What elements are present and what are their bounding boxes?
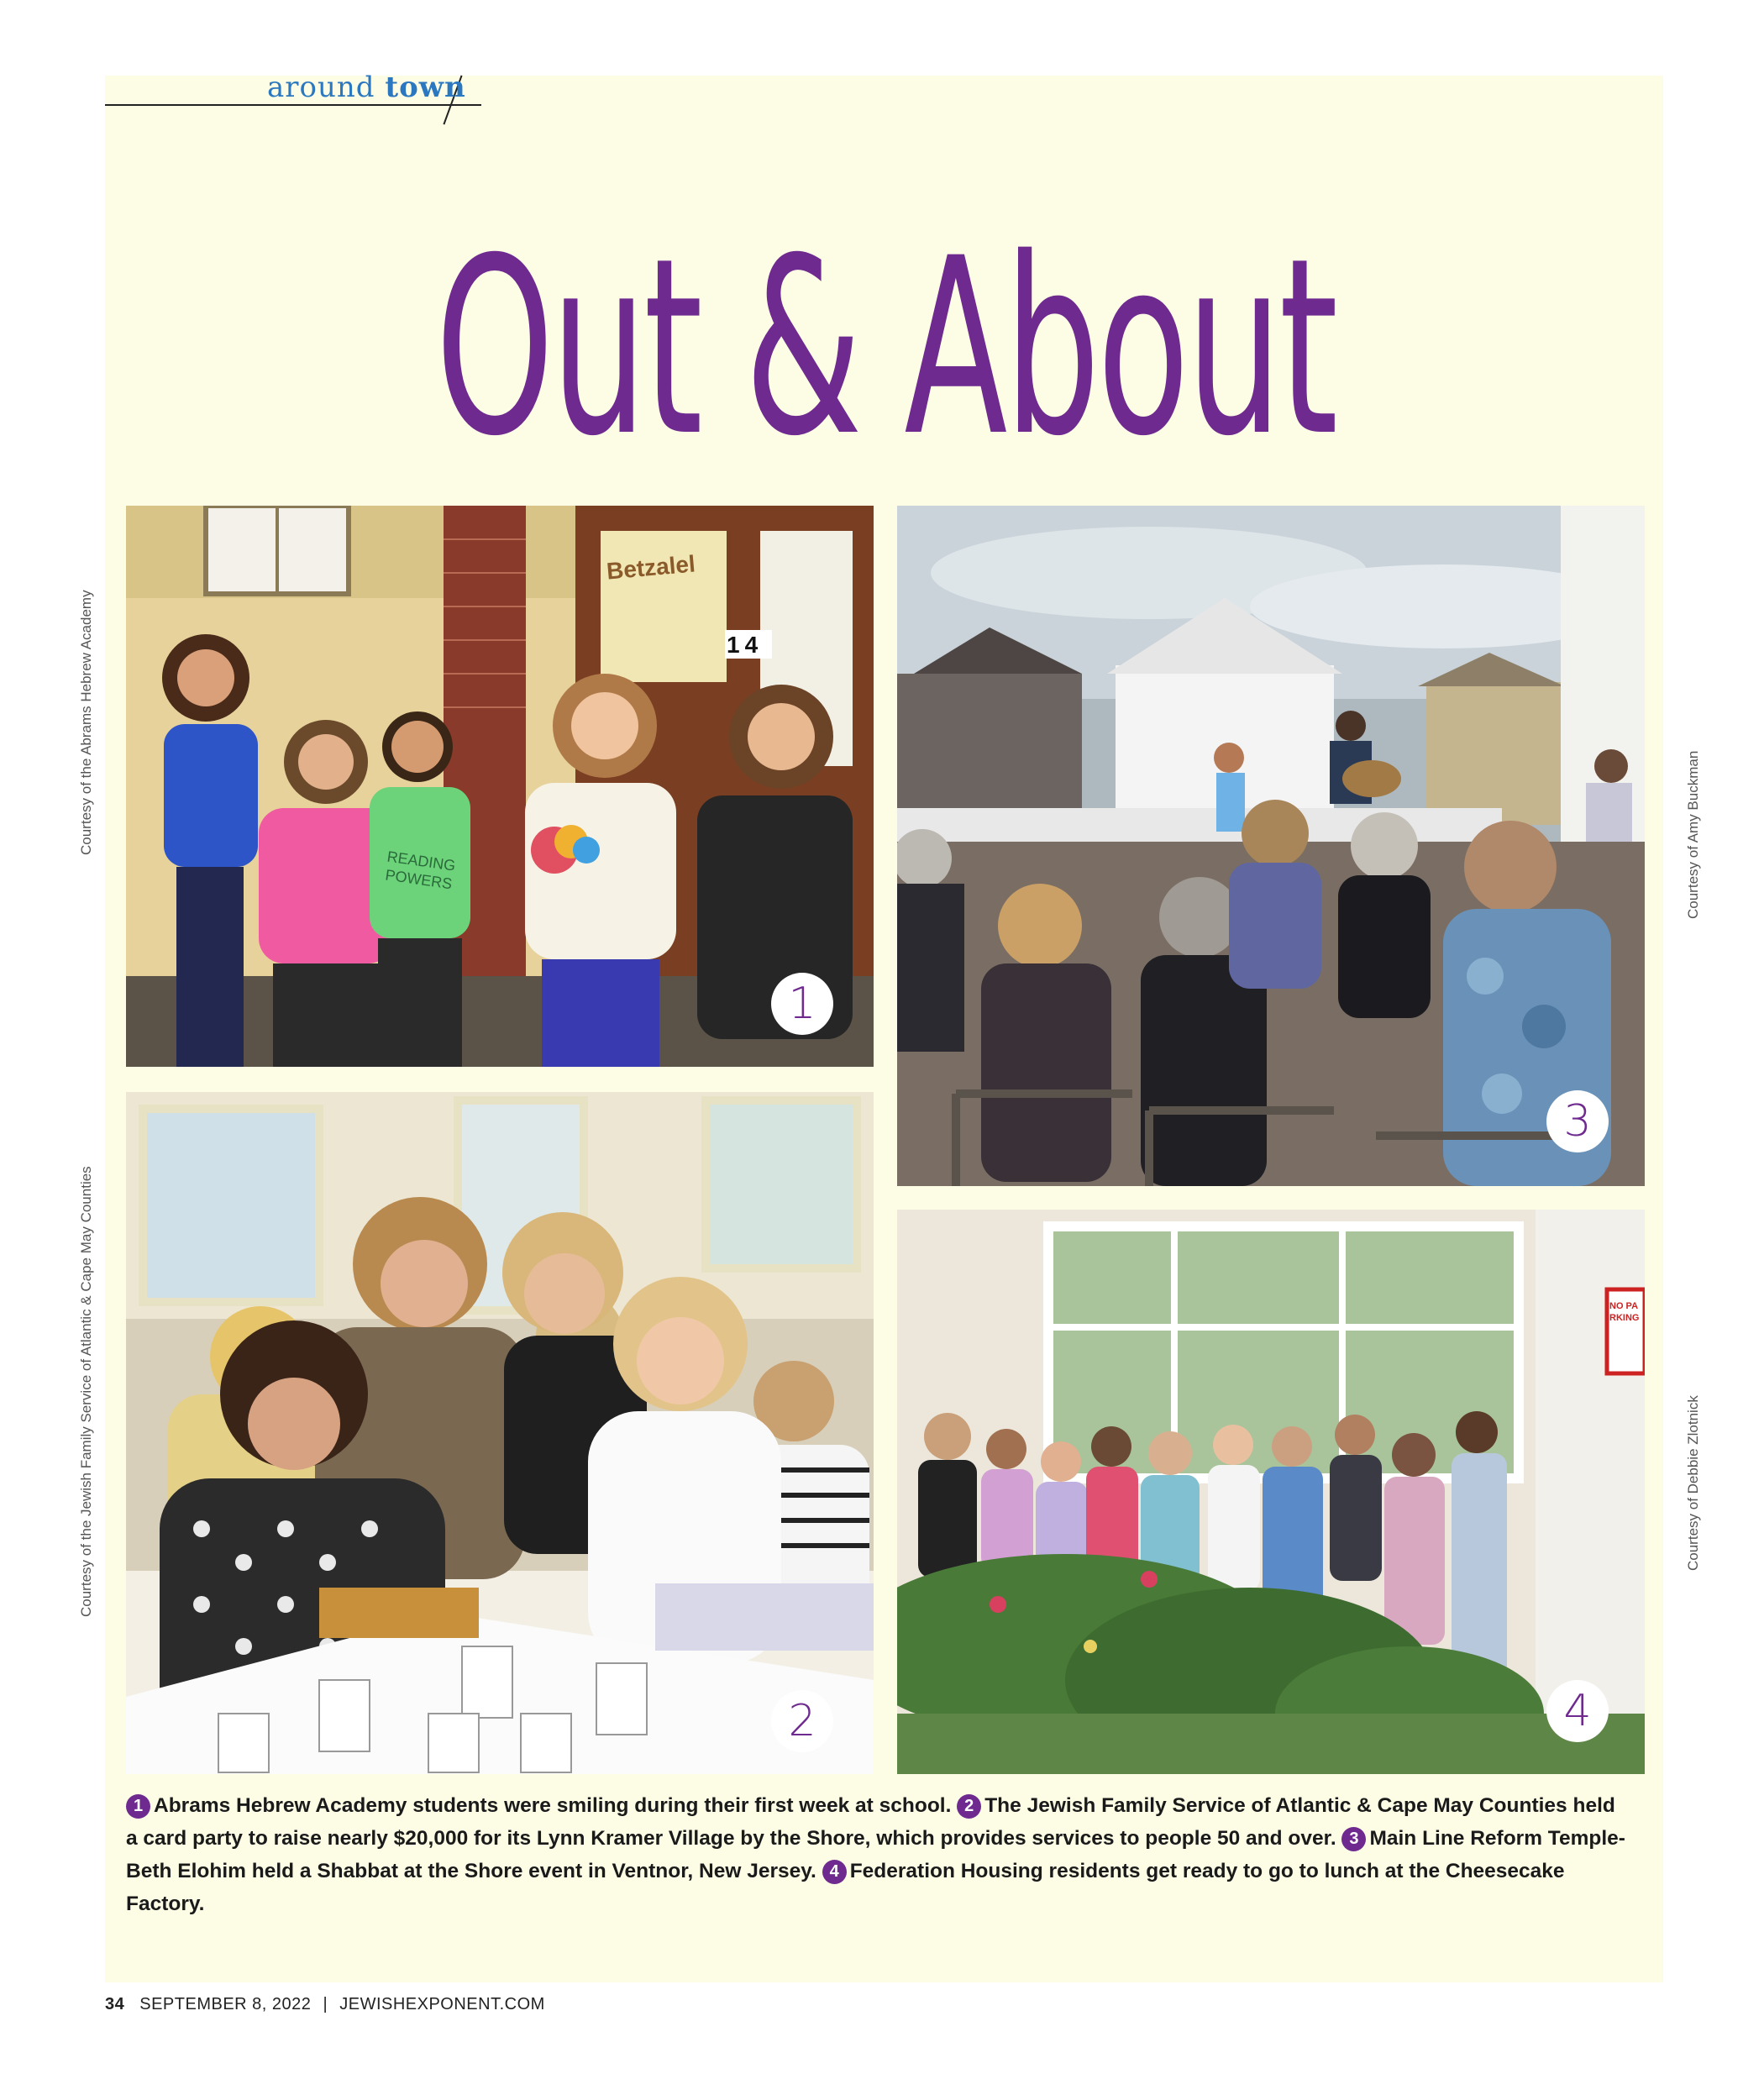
caption-text-2: The Jewish Family Service of Atlantic & Cape May Counties held a card party to raise nearly $20,000 for its Lynn Kramer Village by the Shore, which provides services to people 50 and over. xyxy=(126,1794,1615,1850)
photo-number-1: 1 xyxy=(771,973,833,1035)
photo-shabbat-shore xyxy=(897,506,1645,1186)
photo-number-2: 2 xyxy=(771,1690,833,1752)
photo-card-party xyxy=(126,1092,874,1774)
page-footer xyxy=(105,1995,545,2014)
shirt-print: READING POWERS xyxy=(384,848,457,893)
page-number: 34 xyxy=(105,1995,125,2013)
photo-shabbat-shore-image xyxy=(897,506,1645,1186)
footer-separator: | xyxy=(323,1995,328,2013)
photo-students-image xyxy=(126,506,874,1067)
footer-date: SEPTEMBER 8, 2022 xyxy=(139,1995,312,2013)
caption-number-2: 2 xyxy=(957,1794,981,1819)
door-number: 14 xyxy=(727,632,764,658)
footer-site[interactable]: JEWISHEXPONENT.COM xyxy=(339,1995,545,2013)
credit-photo-4: Courtesy of Debbie Zlotnick xyxy=(1685,1395,1701,1571)
credit-photo-3: Courtesy of Amy Buckman xyxy=(1685,750,1701,919)
section-label: around town xyxy=(267,71,466,104)
photo-students xyxy=(126,506,874,1067)
caption-text-4: Federation Housing residents get ready to go to lunch at the Cheesecake Factory. xyxy=(126,1860,1565,1915)
photo-number-3: 3 xyxy=(1546,1090,1609,1152)
photo-federation-housing-image xyxy=(897,1210,1645,1774)
no-parking-sign: NO PARKING xyxy=(1609,1301,1640,1323)
credit-photo-2: Courtesy of the Jewish Family Service of Atlantic & Cape May Counties xyxy=(78,1166,94,1617)
page-headline: Out & About xyxy=(435,207,1336,490)
caption-text-1: Abrams Hebrew Academy students were smiling during their first week at school. xyxy=(154,1794,952,1817)
photo-federation-housing xyxy=(897,1210,1645,1774)
caption-number-1: 1 xyxy=(126,1794,150,1819)
photo-number-4: 4 xyxy=(1546,1680,1609,1742)
caption-number-3: 3 xyxy=(1341,1827,1366,1851)
photo-caption xyxy=(126,1789,1630,1920)
photo-card-party-image xyxy=(126,1092,874,1774)
door-sign: Betzalel xyxy=(605,550,696,585)
caption-number-4: 4 xyxy=(822,1860,847,1884)
section-rule xyxy=(105,104,481,106)
caption-text-3: Main Line Reform Temple-Beth Elohim held a Shabbat at the Shore event in Ventnor, New Jersey. xyxy=(126,1827,1625,1882)
credit-photo-1: Courtesy of the Abrams Hebrew Academy xyxy=(78,590,94,855)
